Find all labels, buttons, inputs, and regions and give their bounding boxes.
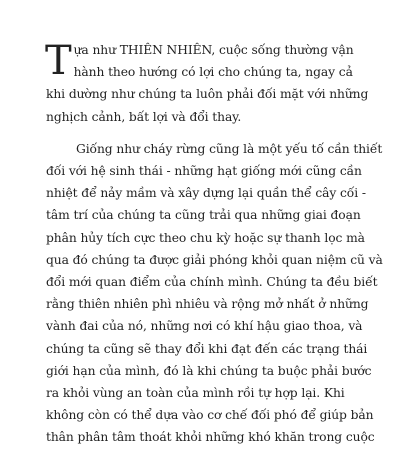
paragraph-2-line-3: nhiệt để nảy mầm và xây dựng lại quần thể cây cối -: [46, 186, 366, 201]
paragraph-2-line-9: vành đai của nó, những nơi có khí hậu giao thoa, và: [46, 319, 363, 334]
paragraph-1: [45, 38, 369, 128]
paragraph-2-line-1: Giống như cháy rừng cũng là một yếu tố cần thiết: [76, 141, 383, 156]
paragraph-2-line-6: qua đó chúng ta được giải phóng khỏi quan niệm cũ và: [46, 252, 383, 267]
paragraph-1-line-2: hành theo hướng có lợi cho chúng ta, ngay cả: [73, 65, 353, 80]
drop-cap-block: [46, 39, 358, 83]
paragraph-2-line-5: phân hủy tích cực theo chu kỳ hoặc sự thanh lọc mà: [46, 230, 365, 245]
paragraph-2-line-12: ra khỏi vùng an toàn của mình rồi tự hợp lại. Khi: [46, 386, 345, 401]
page-body: [45, 38, 383, 449]
paragraph-2-line-10: chúng ta cũng sẽ thay đổi khi đạt đến các trạng thái: [46, 341, 368, 356]
paragraph-2-line-7: đổi mới quan điểm của chính mình. Chúng ta đều biết: [46, 275, 378, 290]
paragraph-2-line-4: tâm trí của chúng ta cũng trải qua những giai đoạn: [46, 208, 361, 223]
paragraph-2-line-14: thân phân tâm thoát khỏi những khó khăn trong cuộc: [46, 430, 375, 445]
paragraph-2-line-2: đối với hệ sinh thái - những hạt giống mới cũng cần: [46, 164, 362, 179]
paragraph-1-line-4: nghịch cảnh, bất lợi và đổi thay.: [46, 109, 242, 124]
paragraph-2-line-11: giới hạn của mình, đó là khi chúng ta buộc phải bước: [46, 363, 372, 378]
drop-cap-letter: T: [45, 38, 72, 84]
paragraph-2-line-13: không còn có thể dựa vào cơ chế đối phó để giúp bản: [46, 408, 374, 423]
paragraph-2: [46, 138, 383, 449]
paragraph-2-line-8: rằng thiên nhiên phì nhiêu và rộng mở nhất ở những: [46, 297, 369, 312]
paragraph-1-line-1: ựa như THIÊN NHIÊN, cuộc sống thường vận: [73, 43, 354, 57]
paragraph-1-line-3: khi dường như chúng ta luôn phải đối mặt với những: [46, 87, 369, 102]
